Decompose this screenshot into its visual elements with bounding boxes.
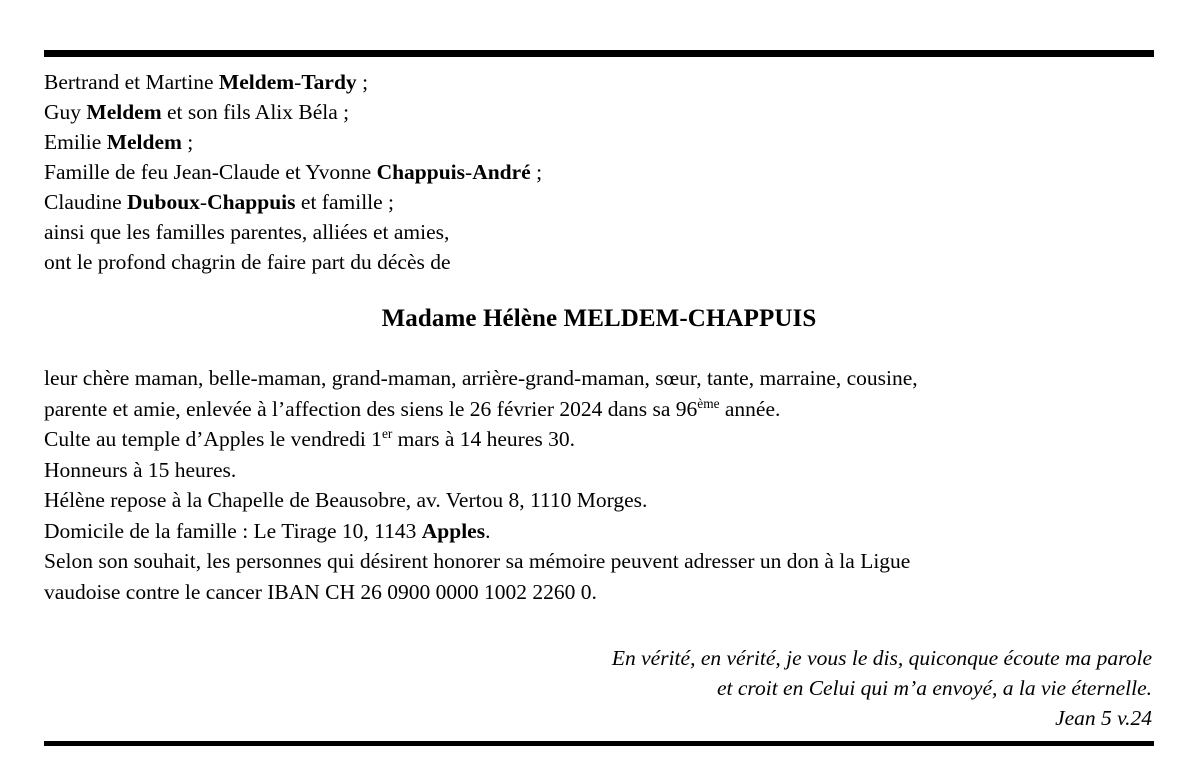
emphasis-name: Meldem xyxy=(106,130,182,154)
detail-line: Honneurs à 15 heures. xyxy=(44,457,237,482)
detail-line: Selon son souhait, les personnes qui désirent honorer sa mémoire peuvent adresser un don à la Ligue xyxy=(44,549,911,573)
family-line: Claudine Duboux-Chappuis et famille ; xyxy=(44,190,395,214)
emphasis-name: Tardy xyxy=(301,70,357,94)
family-line: Bertrand et Martine Meldem-Tardy ; xyxy=(44,70,369,94)
family-line: Guy Meldem et son fils Alix Béla ; xyxy=(44,100,350,124)
scripture-verse-block xyxy=(44,643,1154,733)
emphasis-name: Apples xyxy=(421,518,486,543)
verse-reference: Jean 5 v.24 xyxy=(1055,706,1152,730)
ordinal-superscript: er xyxy=(381,425,393,441)
notice-card xyxy=(44,50,1154,746)
deceased-name: Madame Hélène MELDEM-CHAPPUIS xyxy=(381,305,817,332)
emphasis-name: Duboux xyxy=(127,190,200,214)
family-announcement-block xyxy=(44,67,1154,277)
notice-details-block xyxy=(44,363,1154,607)
top-rule-divider xyxy=(44,50,1154,57)
emphasis-name: Chappuis xyxy=(376,160,466,184)
family-line: ainsi que les familles parentes, alliées et amies, xyxy=(44,220,450,244)
emphasis-name: André xyxy=(472,160,531,184)
verse-line: et croit en Celui qui m’a envoyé, a la vie éternelle. xyxy=(716,676,1152,700)
family-line: Emilie Meldem ; xyxy=(44,130,194,154)
detail-line: Domicile de la famille : Le Tirage 10, 1143 Apples. xyxy=(44,518,491,543)
verse-line: En vérité, en vérité, je vous le dis, quiconque écoute ma parole xyxy=(611,646,1152,670)
ordinal-superscript: ème xyxy=(697,395,720,411)
emphasis-name: Meldem xyxy=(86,100,162,124)
detail-line: vaudoise contre le cancer IBAN CH 26 0900 0000 1002 2260 0. xyxy=(44,579,597,604)
detail-line: Hélène repose à la Chapelle de Beausobre, av. Vertou 8, 1110 Morges. xyxy=(44,488,648,512)
family-line: ont le profond chagrin de faire part du décès de xyxy=(44,250,451,274)
emphasis-name: Chappuis xyxy=(207,190,296,214)
detail-line: Culte au temple d’Apples le vendredi 1er mars à 14 heures 30. xyxy=(44,425,575,451)
emphasis-name: Meldem xyxy=(218,70,295,94)
detail-line: leur chère maman, belle-maman, grand-maman, arrière-grand-maman, sœur, tante, marraine, cousine, xyxy=(44,366,918,390)
bottom-rule-divider xyxy=(44,741,1154,746)
detail-line: parente et amie, enlevée à l’affection des siens le 26 février 2024 dans sa 96ème année. xyxy=(44,395,781,421)
notice-body xyxy=(44,57,1154,733)
family-line: Famille de feu Jean-Claude et Yvonne Chappuis-André ; xyxy=(44,160,543,184)
